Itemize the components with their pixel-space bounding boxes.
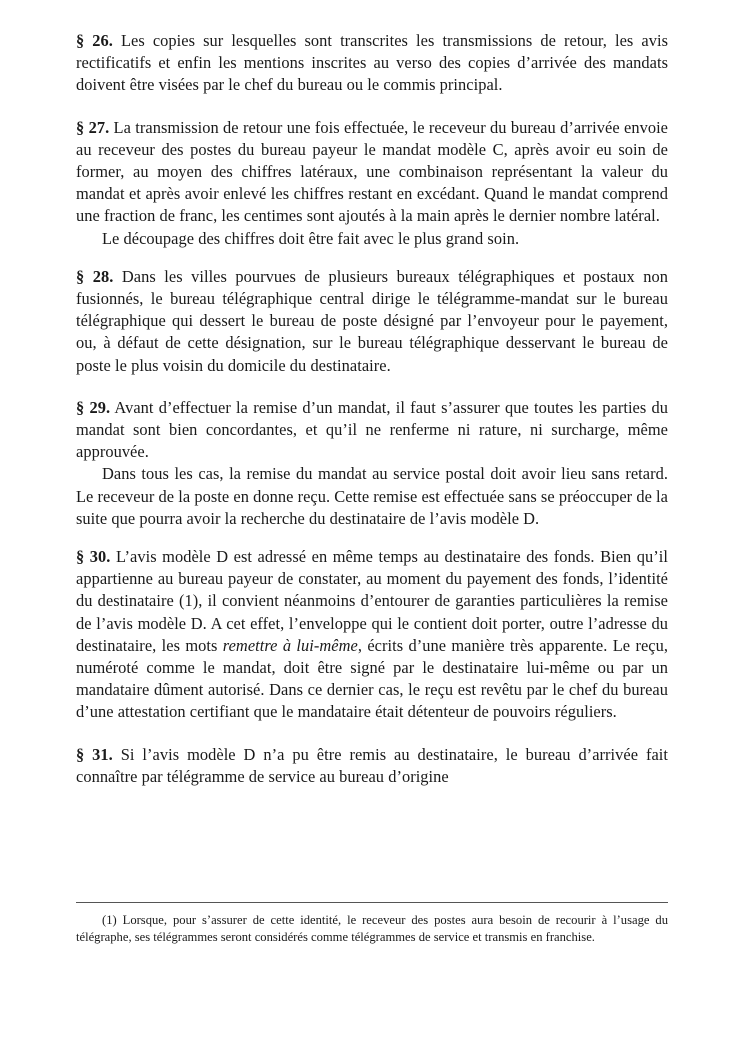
paragraph-section-29 [76,397,668,464]
emphasis-text: remettre à lui-même [222,635,358,655]
paragraph-text: Avant d’effectuer la remise d’un mandat, il faut s’assurer que toutes les parties du mandat sont bien concordantes, et qu’il ne renferme ni rature, ni surcharge, même approuvée. [76,397,668,462]
paragraph-text: La transmission de retour une fois effectuée, le receveur du bureau d’arrivée envoie au receveur des postes du bureau payeur le mandat modèle C, après avoir eu soin de former, au moyen des chiffres latéraux, une combinaison représentant la valeur du mandat et après avoir enlevé les chiffres restant en excédant. Quand le mandat comprend une fraction de franc, les centimes sont ajoutés à la main après le dernier nombre latéral. [76,117,668,226]
paragraph-text: Le découpage des chiffres doit être fait avec le plus grand soin. [102,228,520,248]
paragraph-text: Dans tous les cas, la remise du mandat au service postal doit avoir lieu sans retard. Le receveur de la poste en donne reçu. Cette remise est effectuée sans se préoccuper de la suite que pourra avoir la recherche du destinataire de l’avis modèle D. [76,464,668,528]
footnote-divider [76,902,668,903]
section-number: § 28. [76,266,114,286]
footnote-text: Lorsque, pour s’assurer de cette identité, le receveur des postes aura besoin de recourir à l’usage du télégraphe, ses télégrammes seront considérés comme télégrammes de service et transmis en franchise. [76,913,668,944]
section-number: § 29. [76,397,111,417]
paragraph-section-26 [76,30,668,97]
paragraph-section-29-continued [76,463,668,530]
paragraph-section-31 [76,744,668,788]
paragraph-text: Dans les villes pourvues de plusieurs bureaux télégraphiques et postaux non fusionnés, le bureau télégraphique central dirige le télégramme-mandat sur le bureau télégraphique qui dessert le bureau de poste désigné par l’envoyeur pour le payement, ou, à défaut de cette désignation, sur le bureau télégraphique desservant le bureau de poste le plus voisin du domicile du destinataire. [76,266,669,375]
paragraph-section-27 [76,117,668,228]
page-body [76,30,668,788]
paragraph-text: , écrits d’une manière très apparente. Le reçu, numéroté comme le mandat, doit être signé par le destinataire lui-même ou par un mandataire dûment autorisé. Dans ce dernier cas, le reçu est revêtu par le chef du bureau d’une attestation certifiant que le mandataire était détenteur de pouvoirs réguliers. [76,635,669,722]
paragraph-text: Si l’avis modèle D n’a pu être remis au destinataire, le bureau d’arrivée fait connaître par télégramme de service au bureau d’origine [76,744,669,786]
paragraph-text: L’avis modèle D est adressé en même temps au destinataire des fonds. Bien qu’il appartienne au bureau payeur de constater, au moment du payement des fonds, l’identité du destinataire (1), il convient néanmoins d’entourer de garanties particulières la remise de l’avis modèle D. A cet effet, l’enveloppe qui le contient doit porter, outre l’adresse du destinataire, les mots [76,547,668,655]
paragraph-section-27-continued [76,228,668,250]
section-number: § 30. [76,547,111,567]
paragraph-section-28 [76,266,668,377]
section-number: § 26. [76,31,113,50]
section-number: § 31. [76,744,113,764]
section-number: § 27. [76,117,110,137]
paragraph-text: Les copies sur lesquelles sont transcrites les transmissions de retour, les avis rectificatifs et enfin les mentions inscrites au verso des copies d’arrivée des mandats doivent être visées par le chef du bureau ou le commis principal. [76,31,668,95]
footnote [76,912,668,946]
paragraph-section-30 [76,546,668,724]
footnote-marker: (1) [102,913,117,927]
